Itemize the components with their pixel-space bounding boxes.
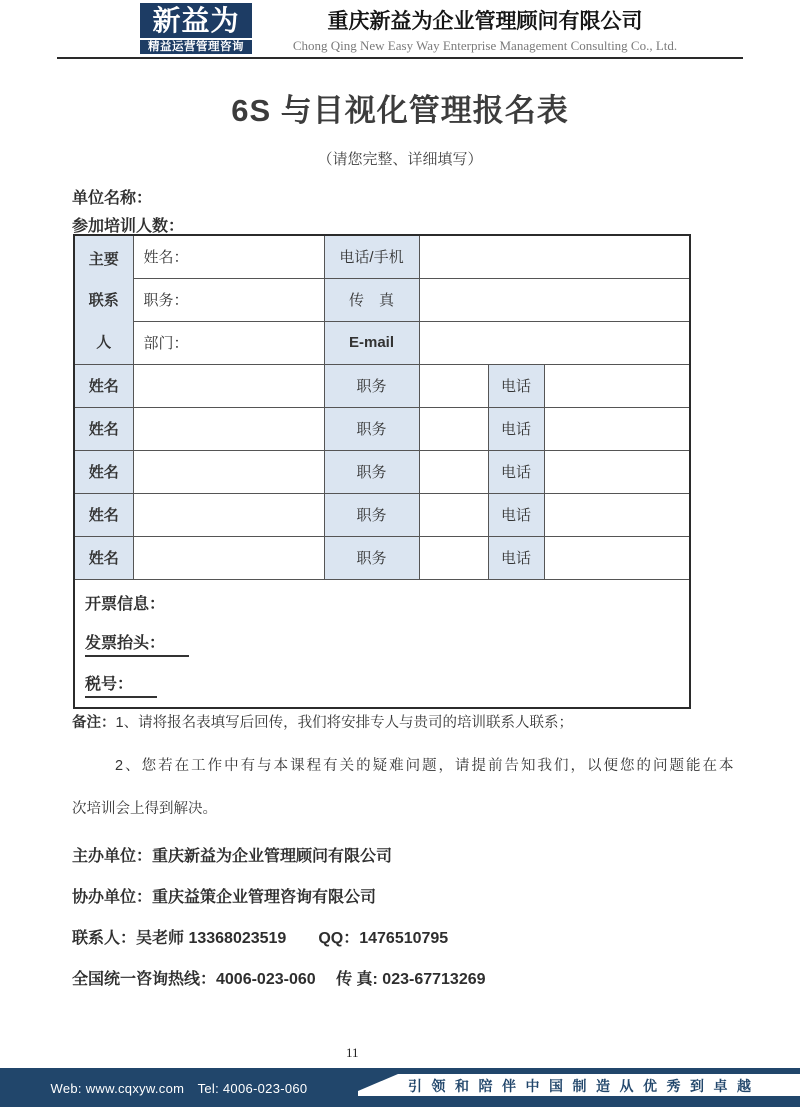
- attendee-position-input-cell[interactable]: [419, 364, 488, 407]
- participants-label: 参加培训人数：: [72, 218, 185, 235]
- invoice-title-label: 发票抬头：: [85, 630, 189, 657]
- notes-label: 备注：: [72, 715, 116, 731]
- attendee-row: [74, 364, 690, 407]
- group-label-line: 人: [96, 333, 112, 351]
- footer-left-bar: [0, 1068, 358, 1107]
- attendee-row: [74, 407, 690, 450]
- table-row: [74, 321, 690, 364]
- invoice-row: [74, 579, 690, 708]
- attendee-position-label: 职务: [324, 364, 419, 407]
- attendee-position-input-cell[interactable]: [419, 536, 488, 579]
- logo-main-text: 新益为: [140, 3, 252, 38]
- attendee-position-input-cell[interactable]: [419, 493, 488, 536]
- attendee-name-label: 姓名: [74, 407, 133, 450]
- attendee-phone-input-cell[interactable]: [544, 536, 690, 579]
- attendee-name-input-cell[interactable]: [133, 364, 324, 407]
- contact-department-label: 部门：: [133, 321, 324, 364]
- hotline-line: 全国统一咨询热线：4006-023-060 传 真: 023-67713269: [72, 971, 486, 988]
- attendee-phone-label: 电话: [488, 364, 544, 407]
- attendee-name-label: 姓名: [74, 450, 133, 493]
- attendee-phone-label: 电话: [488, 407, 544, 450]
- attendee-position-label: 职务: [324, 407, 419, 450]
- attendee-name-label: 姓名: [74, 536, 133, 579]
- attendee-phone-input-cell[interactable]: [544, 407, 690, 450]
- table-row: [74, 278, 690, 321]
- page-footer: [0, 1068, 800, 1107]
- note-line-1: [72, 711, 740, 732]
- contact-phone-mobile-label: 电话/手机: [324, 235, 419, 278]
- invoice-tax-label: 税号：: [85, 671, 157, 698]
- attendee-phone-label: 电话: [488, 536, 544, 579]
- attendee-name-label: 姓名: [74, 493, 133, 536]
- note-line-3: 次培训会上得到解决。: [72, 801, 217, 817]
- attendee-phone-input-cell[interactable]: [544, 450, 690, 493]
- contact-position-label: 职务：: [133, 278, 324, 321]
- footer-slogan: 引领和陪伴中国制造从优秀到卓越: [408, 1078, 761, 1094]
- contact-email-label: E-mail: [324, 321, 419, 364]
- cohost-organizer-line: 协办单位：重庆益策企业管理咨询有限公司: [72, 889, 377, 906]
- attendee-row: [74, 450, 690, 493]
- company-name-en: Chong Qing New Easy Way Enterprise Management Consulting Co., Ltd.: [292, 38, 678, 53]
- attendee-name-input-cell[interactable]: [133, 407, 324, 450]
- attendee-name-input-cell[interactable]: [133, 536, 324, 579]
- attendee-phone-label: 电话: [488, 450, 544, 493]
- note-text-1: 1、请将报名表填写后回传，我们将安排专人与贵司的培训联系人联系；: [115, 715, 574, 731]
- footer-web-tel: Web: www.cqxyw.com Tel: 4006-023-060: [50, 1081, 308, 1096]
- unit-name-label: 单位名称：: [72, 190, 153, 207]
- contact-fax-input-cell[interactable]: [419, 278, 690, 321]
- contact-name-label: 姓名：: [133, 235, 324, 278]
- attendee-name-input-cell[interactable]: [133, 493, 324, 536]
- attendee-phone-input-cell[interactable]: [544, 493, 690, 536]
- group-label-line: 主要: [88, 250, 119, 268]
- contact-fax-label: 传 真: [324, 278, 419, 321]
- registration-table: [73, 234, 691, 709]
- attendee-name-label: 姓名: [74, 364, 133, 407]
- company-header: [260, 9, 710, 54]
- contact-email-input-cell[interactable]: [419, 321, 690, 364]
- attendee-row: [74, 536, 690, 579]
- host-organizer-line: 主办单位：重庆新益为企业管理顾问有限公司: [72, 848, 393, 865]
- invoice-section[interactable]: [74, 579, 690, 708]
- attendee-phone-label: 电话: [488, 493, 544, 536]
- attendee-position-label: 职务: [324, 536, 419, 579]
- attendee-position-label: 职务: [324, 493, 419, 536]
- page-number: 11: [346, 1045, 359, 1060]
- invoice-info-label: 开票信息：: [85, 595, 166, 613]
- attendee-phone-input-cell[interactable]: [544, 364, 690, 407]
- attendee-position-label: 职务: [324, 450, 419, 493]
- note-line-2: 2、您若在工作中有与本课程有关的疑难问题，请提前告知我们，以便您的问题能在本: [115, 758, 736, 774]
- table-row: [74, 235, 690, 278]
- header-rule: [57, 57, 743, 59]
- attendee-position-input-cell[interactable]: [419, 407, 488, 450]
- attendee-position-input-cell[interactable]: [419, 450, 488, 493]
- company-name-cn: 重庆新益为企业管理顾问有限公司: [327, 10, 643, 33]
- primary-contact-group-label: [74, 235, 133, 364]
- contact-phone-mobile-input-cell[interactable]: [419, 235, 690, 278]
- group-label-line: 联系: [88, 292, 119, 310]
- company-logo: [140, 3, 252, 54]
- attendee-row: [74, 493, 690, 536]
- logo-tagline: 精益运营管理咨询: [140, 40, 252, 54]
- footer-wedge: [358, 1074, 398, 1091]
- attendee-name-input-cell[interactable]: [133, 450, 324, 493]
- contact-person-line: 联系人：吴老师 13368023519 QQ：1476510795: [72, 930, 449, 947]
- form-subtitle: （请您完整、详细填写）: [317, 151, 483, 168]
- page-title: 6S 与目视化管理报名表: [231, 93, 569, 128]
